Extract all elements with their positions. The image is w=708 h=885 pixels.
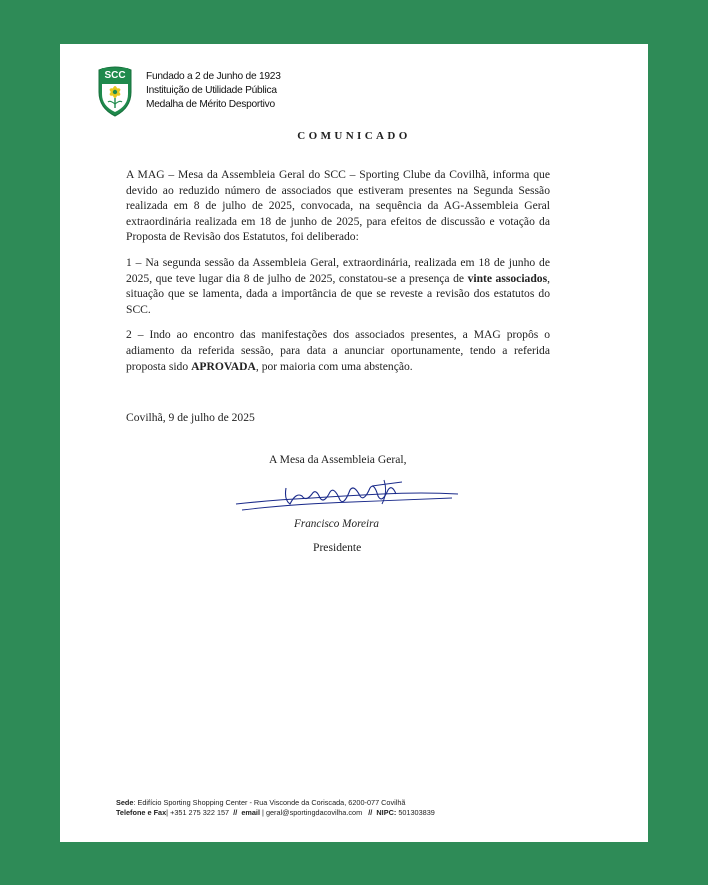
letterhead-institution: Instituição de Utilidade Pública	[146, 85, 277, 96]
item-1-text: 1 – Na segunda sessão da Assembleia Geral, extraordinária, realizada em 18 de junho de 2025, que teve lugar dia 8 de julho de 2025, constatou-se a presença de	[126, 255, 550, 285]
intro-paragraph: A MAG – Mesa da Assembleia Geral do SCC – Sporting Clube da Covilhã, informa que devido ao reduzido número de associados que estiveram presentes na Segunda Sessão realizada em 8 de julho de 2025, convocada, na sequência da AG-Assembleia Geral extraordinária realizada em 18 de junho de 2025, para efeitos de discussão e votação da Proposta de Revisão dos Estatutos, foi deliberado:	[126, 168, 550, 244]
item-2-paragraph	[126, 327, 550, 374]
letterhead	[146, 70, 281, 112]
item-1-paragraph	[126, 255, 550, 317]
closing-line: A Mesa da Assembleia Geral,	[269, 453, 407, 466]
footer-separator: //	[368, 808, 373, 817]
item-2-text-end: , por maioria com uma abstenção.	[255, 359, 413, 373]
footer-phone: | +351 275 322 157	[166, 808, 230, 817]
footer-phone-label: Telefone e Fax	[116, 808, 167, 817]
footer-address: : Edifício Sporting Shopping Center - Rua Visconde da Coriscada, 6200-077 Covilhã	[133, 798, 406, 807]
footer-email-label: email	[241, 808, 260, 817]
footer-nipc: 501303839	[398, 808, 435, 817]
document-body	[126, 167, 550, 384]
club-crest-logo	[96, 62, 134, 118]
svg-text:SCC: SCC	[104, 70, 126, 81]
footer-email: | geral@sportingdacovilha.com	[262, 808, 363, 817]
footer-address-line	[116, 798, 435, 808]
signatory-name: Francisco Moreira	[294, 518, 380, 530]
letterhead-founded: Fundado a 2 de Junho de 1923	[146, 71, 281, 82]
place-date: Covilhã, 9 de julho de 2025	[126, 411, 255, 424]
footer-contact-line	[116, 808, 435, 818]
handwritten-signature	[232, 474, 462, 516]
footer-nipc-label: NIPC:	[376, 808, 397, 817]
document-page	[60, 44, 648, 842]
item-1-emphasis: vinte associados	[467, 271, 548, 285]
footer-address-label: Sede	[116, 798, 134, 807]
letterhead-medal: Medalha de Mérito Desportivo	[146, 99, 275, 110]
footer	[116, 798, 435, 818]
item-2-text: 2 – Indo ao encontro das manifestações dos associados presentes, a MAG propôs o adiamento da referida sessão, para data a anunciar oportunamente, tendo a referida proposta sido	[126, 328, 550, 373]
item-2-emphasis: APROVADA	[191, 359, 256, 373]
document-title: COMUNICADO	[297, 130, 411, 142]
signatory-role: Presidente	[313, 541, 362, 554]
footer-separator: //	[233, 808, 238, 817]
item-1-text-end: , situação que se lamenta, dada a importância de que se reveste a revisão dos estatutos do SCC.	[126, 271, 550, 316]
